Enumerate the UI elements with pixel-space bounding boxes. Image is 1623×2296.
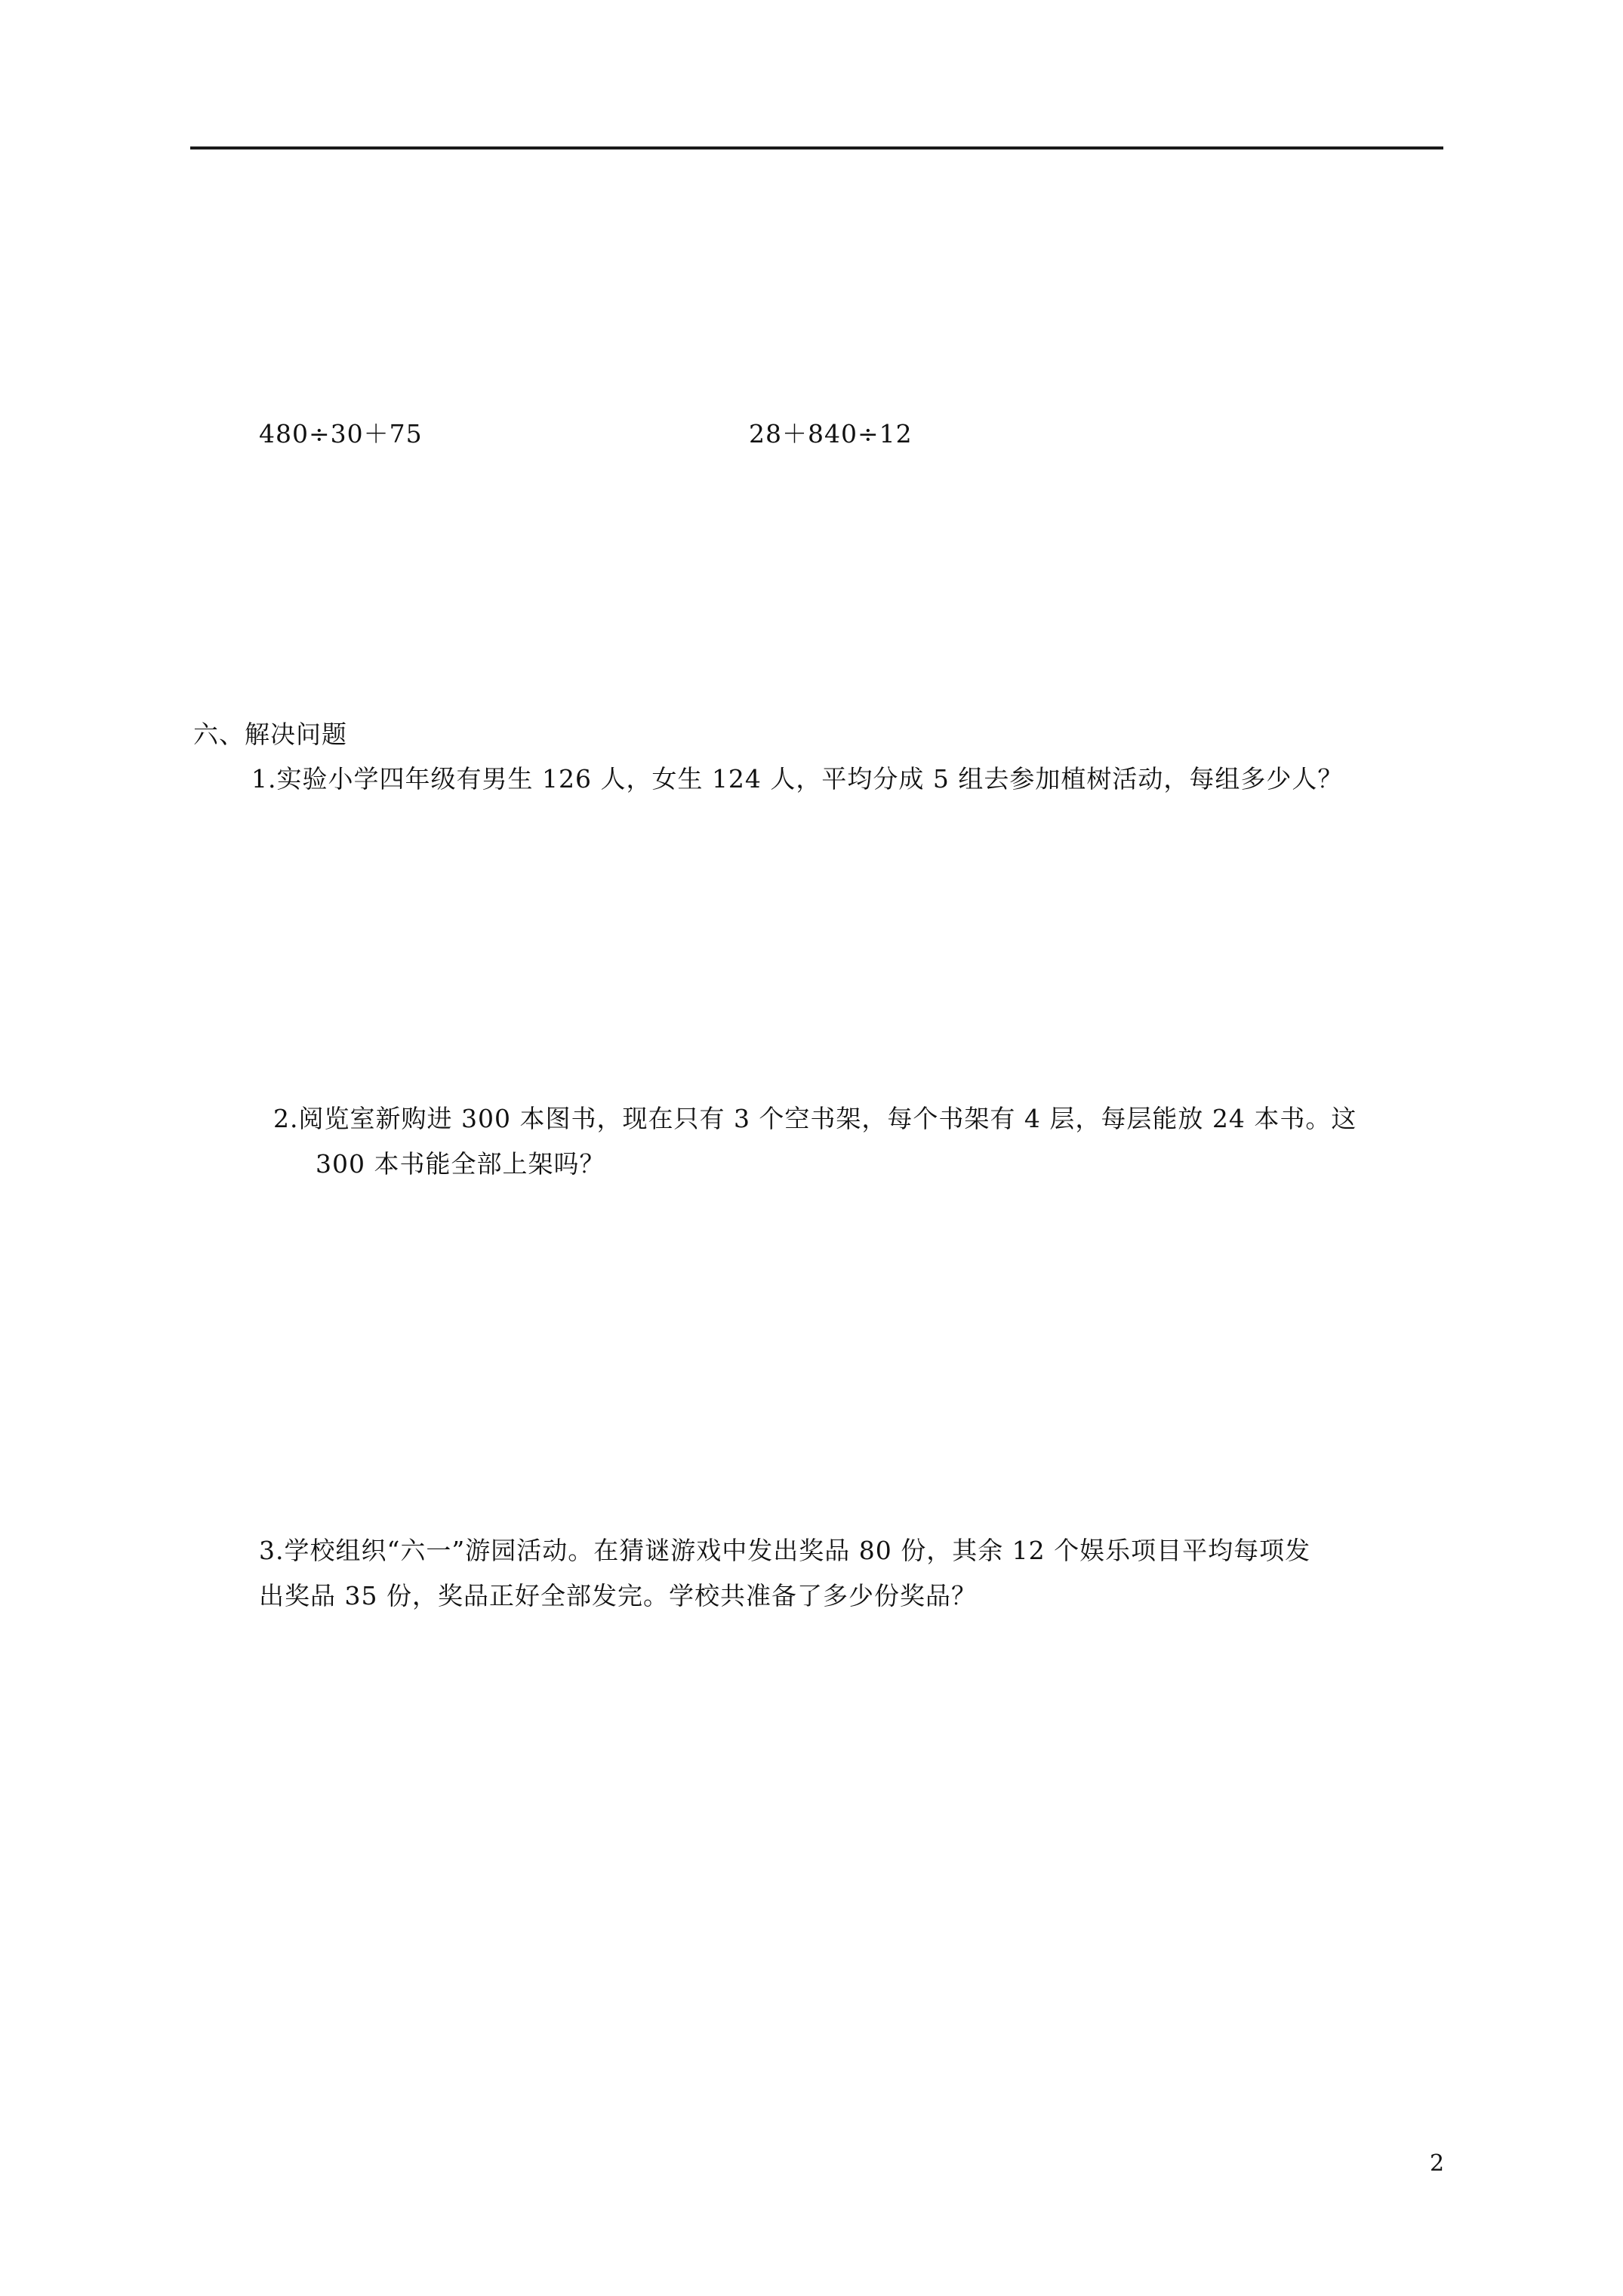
expression-right: 28＋840÷12 — [749, 419, 913, 448]
question-3-line-1: 3.学校组织“六一”游园活动。在猜谜游戏中发出奖品 80 份，其余 12 个娱乐项目平均每项发 — [259, 1536, 1311, 1565]
section-heading: 六、解决问题 — [193, 720, 347, 749]
header-rule — [190, 146, 1443, 149]
question-2-line-2: 300 本书能全部上架吗？ — [316, 1149, 605, 1179]
question-3-line-2: 出奖品 35 份，奖品正好全部发完。学校共准备了多少份奖品？ — [259, 1581, 977, 1610]
page-number: 2 — [1430, 2150, 1446, 2177]
question-2-line-1: 2.阅览室新购进 300 本图书，现在只有 3 个空书架，每个书架有 4 层，每层能放 24 本书。这 — [273, 1104, 1357, 1133]
expression-left: 480÷30＋75 — [259, 419, 423, 448]
question-1: 1.实验小学四年级有男生 126 人，女生 124 人，平均分成 5 组去参加植树活动，每组多少人？ — [251, 764, 1344, 794]
